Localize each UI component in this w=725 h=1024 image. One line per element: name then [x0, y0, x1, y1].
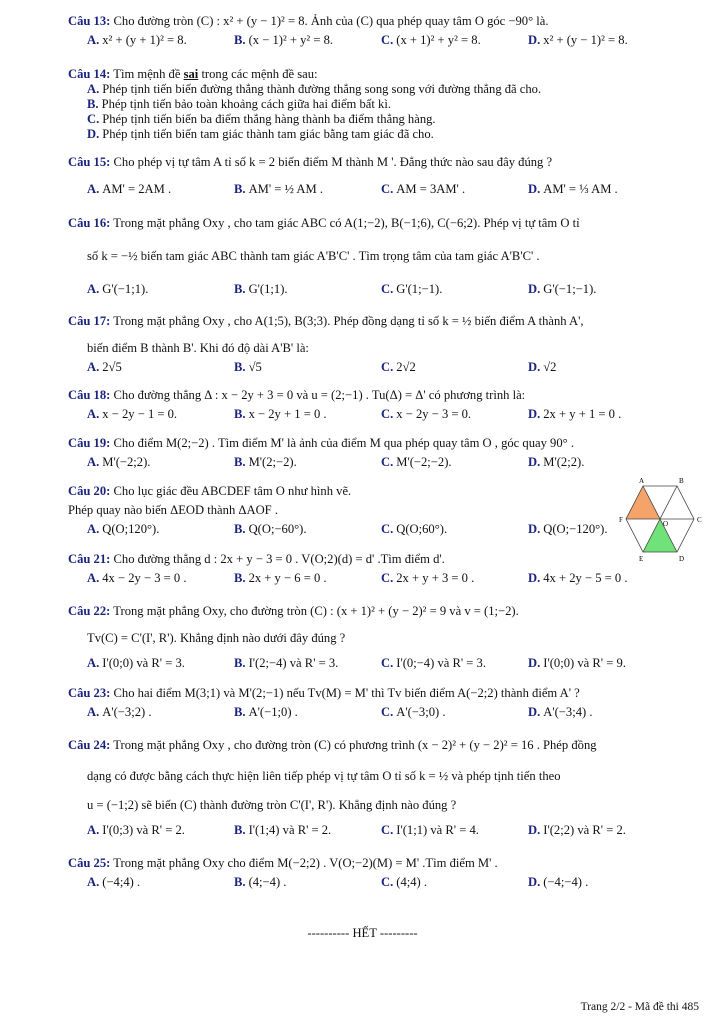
- end-marker: ---------- HẾT ---------: [307, 926, 418, 940]
- options-row: [87, 823, 704, 838]
- options-row: [87, 875, 704, 890]
- options-row: [87, 571, 704, 586]
- center-label-o: O: [663, 520, 669, 528]
- question-text: Cho điểm M(2;−2) . Tìm điểm M' là ảnh của điểm M qua phép quay tâm O , góc quay 90° .: [113, 436, 574, 450]
- statement-b[interactable]: B. Phép tịnh tiến bảo toàn khoảng cách giữa hai điểm bất kì.: [87, 97, 391, 111]
- vertex-label-f: F: [619, 516, 623, 524]
- option-b[interactable]: B. Q(O;−60°).: [234, 522, 307, 536]
- options-row: [87, 360, 704, 375]
- question-14: Câu 14: Tìm mệnh đề sai trong các mệnh đề sau: A. Phép tịnh tiến biến đường thẳng thành đường thẳng song song với đường thẳng đã cho. B. Phép tịnh tiến bảo toàn khoảng cách giữa hai điểm bất kì. C. Phép tịnh tiến biến ba điểm thẳng hàng thành ba điểm thẳng hàng. D. Phép tịnh tiến biến tam giác thành tam giác bằng tam giác đã cho.: [68, 67, 704, 142]
- question-21: [68, 552, 704, 586]
- option-c[interactable]: C. A'(−3;0) .: [381, 705, 446, 719]
- option-d[interactable]: D. I'(2;2) và R' = 2.: [528, 823, 626, 837]
- option-c[interactable]: C. 2√2: [381, 360, 416, 374]
- question-text: Cho đường tròn (C) : x² + (y − 1)² = 8. Ảnh của (C) qua phép quay tâm O góc −90° là.: [113, 14, 549, 28]
- option-c[interactable]: C. I'(1;1) và R' = 4.: [381, 823, 479, 837]
- question-text: Trong mặt phẳng Oxy cho điểm M(−2;2) . V(O;−2)(M) = M' .Tìm điểm M' .: [113, 856, 498, 870]
- option-c[interactable]: C. G'(1;−1).: [381, 282, 443, 296]
- option-d[interactable]: D. M'(2;2).: [528, 455, 585, 469]
- option-b[interactable]: B. G'(1;1).: [234, 282, 288, 296]
- question-text-cont: biến điểm B thành B'. Khi đó độ dài A'B' là:: [87, 341, 309, 355]
- vertex-label-a: A: [639, 477, 645, 485]
- question-text: Trong mặt phẳng Oxy, cho đường tròn (C) : (x + 1)² + (y − 2)² = 9 và v = (1;−2).: [113, 604, 519, 618]
- option-c[interactable]: C. (x + 1)² + y² = 8.: [381, 33, 481, 47]
- options-row: [87, 705, 704, 720]
- question-13: [68, 14, 704, 48]
- question-text: Trong mặt phẳng Oxy , cho tam giác ABC có A(1;−2), B(−1;6), C(−6;2). Phép vị tự tâm O tỉ: [113, 216, 580, 230]
- question-label: Câu 17:: [68, 314, 111, 328]
- vertex-label-e: E: [639, 555, 644, 563]
- option-c[interactable]: C. AM = 3AM' .: [381, 182, 466, 196]
- option-a[interactable]: A. G'(−1;1).: [87, 282, 149, 296]
- question-19: [68, 436, 704, 470]
- option-a[interactable]: A. I'(0;0) và R' = 3.: [87, 656, 185, 670]
- question-label: Câu 13:: [68, 14, 111, 28]
- question-25: [68, 856, 704, 890]
- statement-c[interactable]: C. Phép tịnh tiến biến ba điểm thẳng hàng thành ba điểm thẳng hàng.: [87, 112, 436, 126]
- options-row: [87, 33, 704, 48]
- question-text-cont: Tv(C) = C'(I', R'). Khẳng định nào dưới đây đúng ?: [87, 631, 346, 645]
- triangle-eod: [643, 519, 677, 552]
- question-text: Trong mặt phẳng Oxy , cho A(1;5), B(3;3). Phép đồng dạng tỉ số k = ½ biến điểm A thành A',: [113, 314, 584, 328]
- question-17: [68, 314, 704, 375]
- option-b[interactable]: B. A'(−1;0) .: [234, 705, 298, 719]
- option-c[interactable]: C. Q(O;60°).: [381, 522, 448, 536]
- question-text-cont: dạng có được bằng cách thực hiện liên tiếp phép vị tự tâm O tỉ số k = ½ và phép tịnh tiến theo: [87, 769, 561, 783]
- option-b[interactable]: B. I'(2;−4) và R' = 3.: [234, 656, 339, 670]
- question-label: Câu 18:: [68, 388, 111, 402]
- option-c[interactable]: C. I'(0;−4) và R' = 3.: [381, 656, 486, 670]
- question-label: Câu 23:: [68, 686, 111, 700]
- options-row: [87, 282, 704, 297]
- question-label: Câu 22:: [68, 604, 111, 618]
- option-a[interactable]: A. 4x − 2y − 3 = 0 .: [87, 571, 187, 585]
- option-d[interactable]: D. A'(−3;4) .: [528, 705, 593, 719]
- option-d[interactable]: D. Q(O;−120°).: [528, 522, 608, 536]
- option-d[interactable]: D. G'(−1;−1).: [528, 282, 597, 296]
- options-row: [87, 522, 613, 537]
- question-18: [68, 388, 704, 422]
- question-22: [68, 604, 704, 671]
- question-label: Câu 19:: [68, 436, 111, 450]
- question-label: Câu 16:: [68, 216, 111, 230]
- option-d[interactable]: D. (−4;−4) .: [528, 875, 589, 889]
- option-d[interactable]: D. I'(0;0) và R' = 9.: [528, 656, 626, 670]
- option-a[interactable]: A. M'(−2;2).: [87, 455, 151, 469]
- question-text: Cho phép vị tự tâm A tỉ số k = 2 biến điểm M thành M '. Đẳng thức nào sau đây đúng ?: [113, 155, 553, 169]
- question-23: [68, 686, 704, 720]
- options-row: [87, 407, 704, 422]
- option-d[interactable]: D. 4x + 2y − 5 = 0 .: [528, 571, 628, 585]
- option-a[interactable]: A. Q(O;120°).: [87, 522, 160, 536]
- emphasis-word: sai: [183, 67, 199, 81]
- question-label: Câu 15:: [68, 155, 111, 169]
- option-c[interactable]: C. 2x + y + 3 = 0 .: [381, 571, 475, 585]
- option-a[interactable]: A. x² + (y + 1)² = 8.: [87, 33, 187, 47]
- option-d[interactable]: D. x² + (y − 1)² = 8.: [528, 33, 628, 47]
- options-row: [87, 656, 704, 671]
- question-text-cont: số k = −½ biến tam giác ABC thành tam giác A'B'C' . Tìm trọng tâm của tam giác A'B'C' .: [87, 249, 540, 263]
- option-d[interactable]: D. √2: [528, 360, 557, 374]
- option-b[interactable]: B. 2x + y − 6 = 0 .: [234, 571, 327, 585]
- option-a[interactable]: A. AM' = 2AM .: [87, 182, 172, 196]
- triangle-aof: [626, 486, 660, 519]
- option-b[interactable]: B. AM' = ½ AM .: [234, 182, 324, 196]
- options-row: [87, 455, 704, 470]
- question-label: Câu 21:: [68, 552, 111, 566]
- question-text: Cho đường thẳng d : 2x + y − 3 = 0 . V(O;2)(d) = d' .Tìm điểm d'.: [113, 552, 445, 566]
- question-15: [68, 155, 704, 197]
- question-label: Câu 20:: [68, 484, 111, 498]
- option-b[interactable]: B. x − 2y + 1 = 0 .: [234, 407, 327, 421]
- option-c[interactable]: C. x − 2y − 3 = 0.: [381, 407, 472, 421]
- question-text: Trong mặt phẳng Oxy , cho đường tròn (C) có phương trình (x − 2)² + (y − 2)² = 16 . Phép đồng: [113, 738, 597, 752]
- statement-d[interactable]: D. Phép tịnh tiến biến tam giác thành tam giác bằng tam giác đã cho.: [87, 127, 434, 141]
- question-text-cont: Phép quay nào biến ΔEOD thành ΔAOF .: [68, 503, 278, 517]
- option-b[interactable]: B. (4;−4) .: [234, 875, 287, 889]
- question-16: [68, 216, 704, 297]
- option-b[interactable]: B. √5: [234, 360, 262, 374]
- option-a[interactable]: A. A'(−3;2) .: [87, 705, 152, 719]
- question-label: Câu 14:: [68, 67, 111, 81]
- option-b[interactable]: B. I'(1;4) và R' = 2.: [234, 823, 332, 837]
- option-b[interactable]: B. (x − 1)² + y² = 8.: [234, 33, 334, 47]
- question-text: Cho lục giác đều ABCDEF tâm O như hình vẽ.: [113, 484, 352, 498]
- page-footer: Trang 2/2 - Mã đề thi 485: [580, 1001, 699, 1013]
- option-a[interactable]: A. I'(0;3) và R' = 2.: [87, 823, 185, 837]
- option-c[interactable]: C. M'(−2;−2).: [381, 455, 452, 469]
- question-text: Cho đường thẳng Δ : x − 2y + 3 = 0 và u = (2;−1) . Tu(Δ) = Δ' có phương trình là:: [113, 388, 526, 402]
- question-text-cont2: u = (−1;2) sẽ biến (C) thành đường tròn C'(I', R'). Khẳng định nào đúng ?: [87, 798, 457, 812]
- option-a[interactable]: A. x − 2y − 1 = 0.: [87, 407, 178, 421]
- question-label: Câu 24:: [68, 738, 111, 752]
- question-label: Câu 25:: [68, 856, 111, 870]
- vertex-label-d: D: [679, 555, 685, 563]
- question-20: [68, 484, 613, 537]
- option-d[interactable]: D. AM' = ⅓ AM .: [528, 182, 618, 196]
- option-d[interactable]: D. 2x + y + 1 = 0 .: [528, 407, 622, 421]
- vertex-label-b: B: [679, 477, 684, 485]
- question-text: Cho hai điểm M(3;1) và M'(2;−1) nếu Tv(M) = M' thì Tv biến điểm A(−2;2) thành điểm A' ?: [113, 686, 580, 700]
- options-row: [87, 182, 704, 197]
- option-a[interactable]: A. (−4;4) .: [87, 875, 141, 889]
- question-24: [68, 738, 704, 838]
- option-b[interactable]: B. M'(2;−2).: [234, 455, 297, 469]
- option-c[interactable]: C. (4;4) .: [381, 875, 428, 889]
- option-a[interactable]: A. 2√5: [87, 360, 122, 374]
- statement-a[interactable]: A. Phép tịnh tiến biến đường thẳng thành đường thẳng song song với đường thẳng đã cho.: [87, 82, 542, 96]
- vertex-label-c: C: [697, 516, 702, 524]
